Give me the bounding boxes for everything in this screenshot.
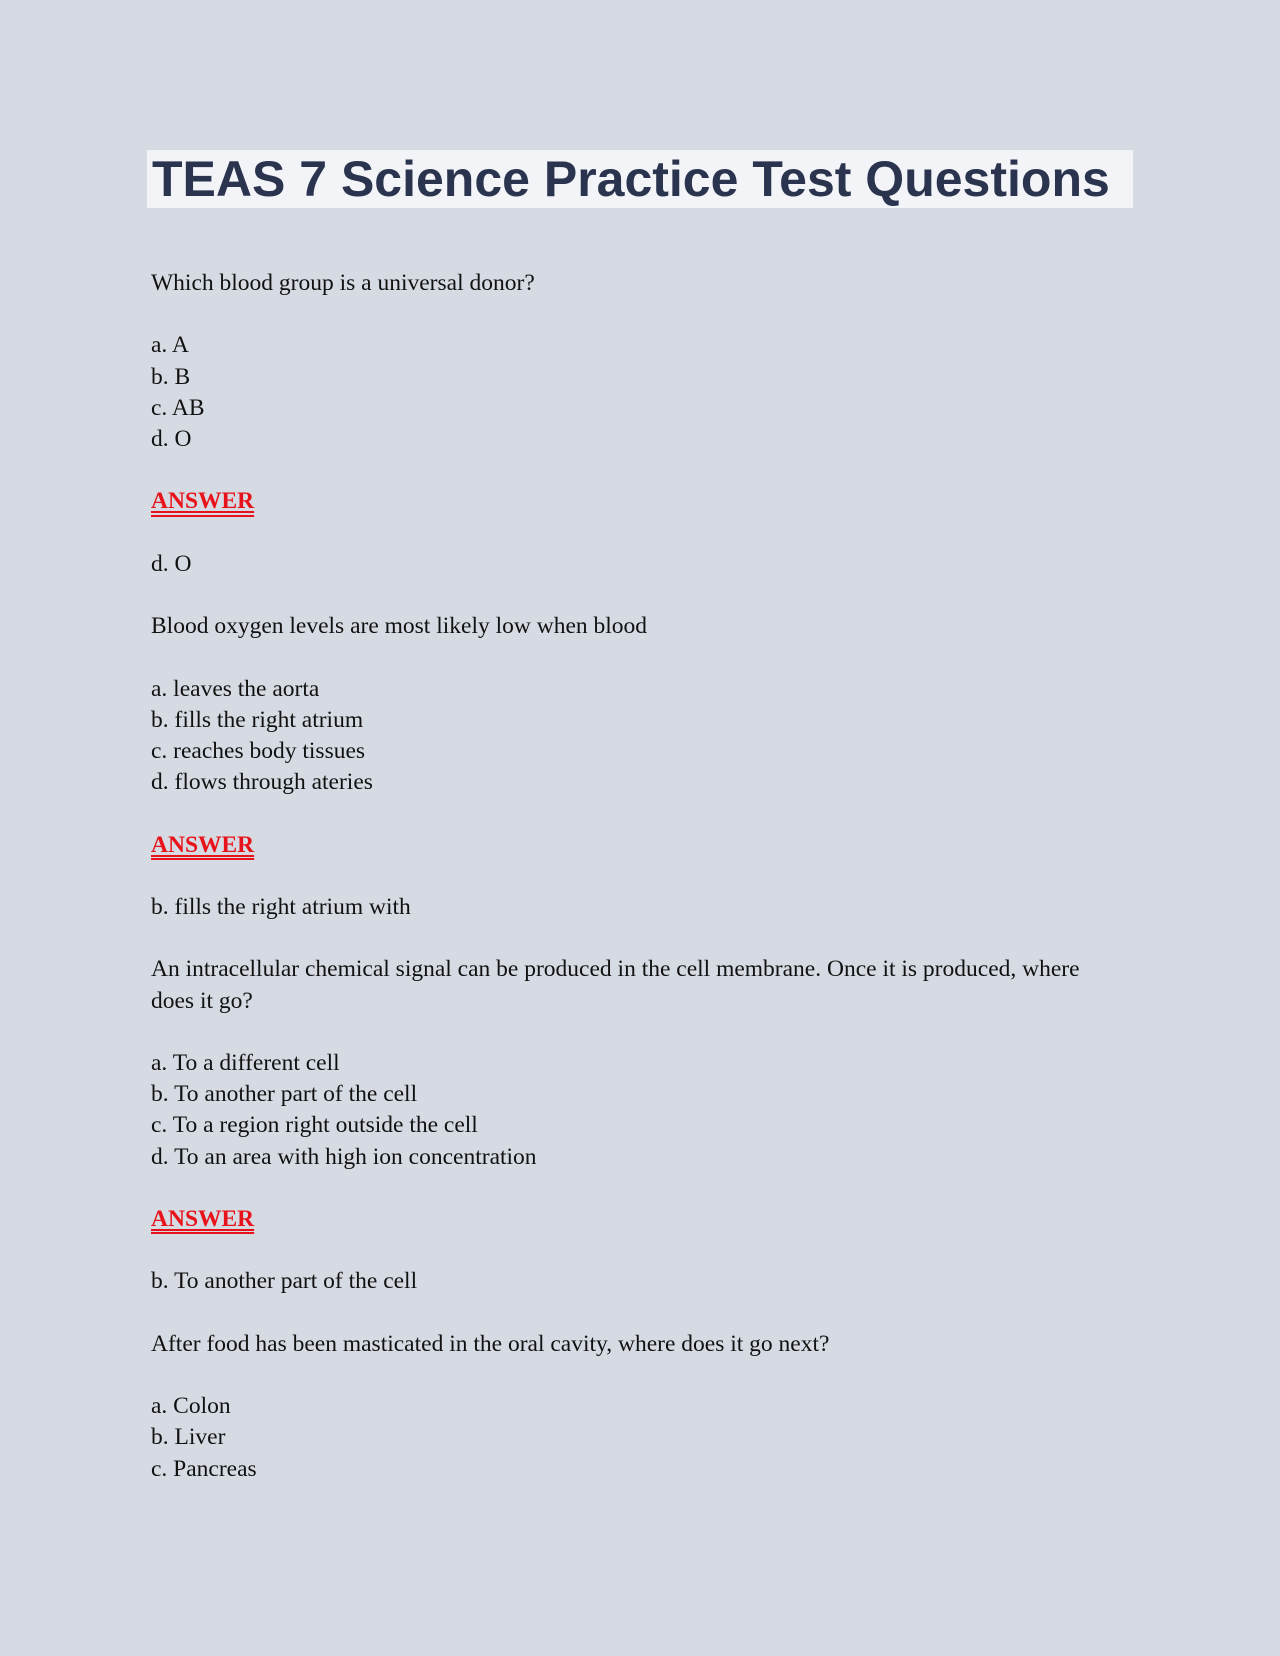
- option-list: [151, 1391, 1101, 1485]
- option-list: [151, 1048, 1101, 1173]
- option-list: [151, 330, 1101, 455]
- option-item: c. reaches body tissues: [151, 737, 366, 764]
- option-item: d. O: [151, 426, 192, 452]
- answer-label: ANSWER: [151, 831, 255, 858]
- option-item: a. A: [151, 332, 189, 359]
- question-4: [151, 1329, 1101, 1485]
- option-item: c. To a region right outside the cell: [151, 1112, 478, 1139]
- answer-label: ANSWER: [151, 488, 255, 515]
- option-item: a. Colon: [151, 1393, 231, 1420]
- answer-label: ANSWER: [151, 1205, 255, 1232]
- option-item: b. fills the right atrium: [151, 706, 364, 733]
- option-item: b. To another part of the cell: [151, 1081, 418, 1108]
- option-item: a. To a different cell: [151, 1049, 340, 1076]
- question-text: After food has been masticated in the oral cavity, where does it go next?: [151, 1330, 830, 1357]
- option-item: a. leaves the aorta: [151, 675, 320, 702]
- question-text: An intracellular chemical signal can be produced in the cell membrane. Once it is produced, where does it go?: [151, 956, 1080, 1014]
- question-text: Which blood group is a universal donor?: [151, 270, 535, 296]
- option-item: d. flows through ateries: [151, 769, 373, 796]
- option-item: b. B: [151, 363, 191, 390]
- question-3: [151, 954, 1101, 1297]
- answer-text: d. O: [151, 550, 192, 577]
- question-1: [151, 268, 1101, 580]
- answer-text: b. fills the right atrium with: [151, 893, 411, 920]
- option-item: c. AB: [151, 394, 205, 421]
- page-title: TEAS 7 Science Practice Test Questions: [152, 151, 1110, 207]
- option-item: b. Liver: [151, 1424, 226, 1451]
- option-item: c. Pancreas: [151, 1455, 257, 1482]
- answer-text: b. To another part of the cell: [151, 1268, 418, 1295]
- question-list: [151, 268, 1101, 1516]
- question-text: Blood oxygen levels are most likely low when blood: [151, 613, 648, 640]
- title-highlight: [147, 150, 1133, 208]
- option-item: d. To an area with high ion concentration: [151, 1143, 537, 1170]
- question-2: [151, 611, 1101, 923]
- option-list: [151, 674, 1101, 799]
